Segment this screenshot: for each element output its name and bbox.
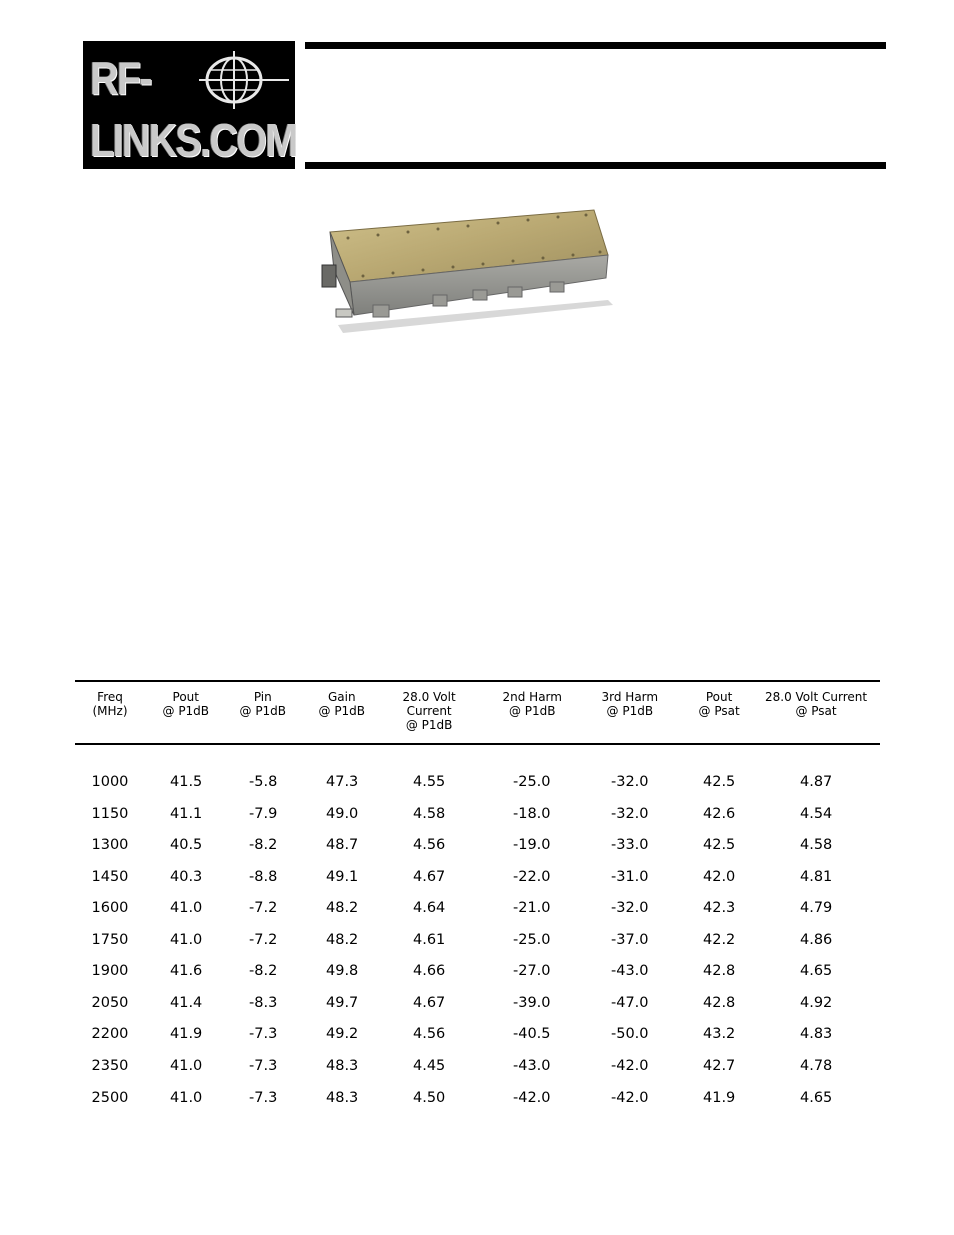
column-header-2nd-harm-p1db — [503, 690, 562, 718]
column-header-line: @ P1dB — [318, 704, 366, 718]
cell-current-psat: 4.58 — [800, 837, 833, 854]
column-header-line: (MHz) — [92, 704, 128, 718]
amplifier-module-photo — [318, 205, 618, 340]
logo-text-line1: RF- — [90, 52, 151, 104]
column-header-pout-psat — [699, 690, 740, 718]
cell-3rd-harm-p1db: -31.0 — [611, 868, 649, 885]
cell-pin-p1db: -7.2 — [249, 900, 278, 917]
cell-gain-p1db: 48.7 — [326, 837, 359, 854]
column-header-line: 2nd Harm — [502, 690, 562, 704]
cell-2nd-harm-p1db: -43.0 — [513, 1057, 551, 1074]
cell-gain-p1db: 49.2 — [326, 1026, 359, 1043]
cell-current-p1db: 4.55 — [413, 774, 446, 790]
cell-2nd-harm-p1db: -25.0 — [513, 931, 551, 948]
cell-pout-p1db: 41.5 — [170, 774, 203, 790]
cell-2nd-harm-p1db: -27.0 — [513, 963, 551, 980]
cell-freq: 2200 — [91, 1026, 129, 1043]
cell-current-psat: 4.83 — [800, 1026, 833, 1043]
cell-3rd-harm-p1db: -47.0 — [611, 994, 649, 1011]
cell-current-psat: 4.81 — [800, 868, 833, 885]
column-header-current-p1db — [403, 690, 456, 732]
cell-pout-p1db: 41.4 — [170, 994, 203, 1011]
cell-gain-p1db: 49.0 — [326, 805, 359, 822]
cell-3rd-harm-p1db: -32.0 — [611, 900, 649, 917]
cell-current-psat: 4.78 — [800, 1057, 833, 1074]
cell-pout-psat: 42.5 — [703, 774, 736, 790]
column-header-line: @ Psat — [795, 704, 837, 718]
cell-pin-p1db: -8.3 — [249, 994, 278, 1011]
cell-freq: 1750 — [91, 931, 129, 948]
cell-pout-psat: 42.8 — [703, 994, 736, 1011]
cell-pin-p1db: -7.3 — [249, 1057, 278, 1074]
cell-3rd-harm-p1db: -43.0 — [611, 963, 649, 980]
table-rule-bottom — [75, 743, 880, 745]
column-header-line: @ P1dB — [405, 718, 453, 732]
column-header-line: Freq — [97, 690, 123, 704]
cell-pin-p1db: -7.3 — [249, 1089, 278, 1106]
cell-pin-p1db: -7.9 — [249, 805, 278, 822]
cell-pin-p1db: -8.2 — [249, 963, 278, 980]
cell-freq: 1450 — [91, 868, 129, 885]
cell-current-p1db: 4.56 — [413, 837, 446, 854]
column-header-line: @ P1dB — [239, 704, 287, 718]
column-header-current-psat — [765, 690, 867, 718]
cell-current-psat: 4.86 — [800, 931, 833, 948]
cell-gain-p1db: 48.2 — [326, 900, 359, 917]
cell-current-p1db: 4.61 — [413, 931, 446, 948]
cell-2nd-harm-p1db: -25.0 — [513, 774, 551, 790]
cell-freq: 2500 — [91, 1089, 129, 1106]
cell-current-psat: 4.92 — [800, 994, 833, 1011]
cell-pout-p1db: 41.0 — [170, 1089, 203, 1106]
cell-current-p1db: 4.67 — [413, 868, 446, 885]
cell-pin-p1db: -8.8 — [249, 868, 278, 885]
cell-pout-psat: 42.5 — [703, 837, 736, 854]
column-header-line: Pin — [253, 690, 272, 704]
cell-current-p1db: 4.58 — [413, 805, 446, 822]
cell-freq: 1600 — [91, 900, 129, 917]
cell-freq: 1900 — [91, 963, 129, 980]
cell-freq: 2050 — [91, 994, 129, 1011]
column-header-line: Current — [406, 704, 452, 718]
cell-3rd-harm-p1db: -50.0 — [611, 1026, 649, 1043]
cell-gain-p1db: 47.3 — [326, 774, 359, 790]
cell-freq: 2350 — [91, 1057, 129, 1074]
column-header-line: 28.0 Volt Current — [765, 690, 868, 704]
cell-freq: 1300 — [91, 837, 129, 854]
cell-pin-p1db: -8.2 — [249, 837, 278, 854]
column-header-line: @ Psat — [698, 704, 740, 718]
cell-pout-p1db: 41.0 — [170, 1057, 203, 1074]
cell-pout-psat: 42.2 — [703, 931, 736, 948]
cell-2nd-harm-p1db: -22.0 — [513, 868, 551, 885]
cell-current-p1db: 4.56 — [413, 1026, 446, 1043]
cell-pout-p1db: 41.6 — [170, 963, 203, 980]
cell-current-p1db: 4.50 — [413, 1089, 446, 1106]
column-header-gain-p1db — [319, 690, 366, 718]
cell-3rd-harm-p1db: -42.0 — [611, 1089, 649, 1106]
cell-2nd-harm-p1db: -21.0 — [513, 900, 551, 917]
cell-gain-p1db: 49.1 — [326, 868, 359, 885]
cell-pout-p1db: 41.0 — [170, 931, 203, 948]
cell-gain-p1db: 48.3 — [326, 1089, 359, 1106]
cell-pout-psat: 42.3 — [703, 900, 736, 917]
cell-current-psat: 4.87 — [800, 774, 833, 790]
cell-pout-psat: 43.2 — [703, 1026, 736, 1043]
cell-current-psat: 4.65 — [800, 963, 833, 980]
cell-pout-psat: 42.7 — [703, 1057, 736, 1074]
column-header-line: Pout — [172, 690, 199, 704]
cell-current-p1db: 4.64 — [413, 900, 446, 917]
cell-pin-p1db: -7.2 — [249, 931, 278, 948]
cell-3rd-harm-p1db: -32.0 — [611, 774, 649, 790]
cell-pout-psat: 42.0 — [703, 868, 736, 885]
cell-pout-p1db: 40.3 — [170, 868, 203, 885]
column-header-freq — [93, 690, 128, 718]
cell-2nd-harm-p1db: -18.0 — [513, 805, 551, 822]
cell-current-psat: 4.79 — [800, 900, 833, 917]
cell-2nd-harm-p1db: -42.0 — [513, 1089, 551, 1106]
cell-2nd-harm-p1db: -39.0 — [513, 994, 551, 1011]
cell-3rd-harm-p1db: -33.0 — [611, 837, 649, 854]
cell-pout-psat: 42.8 — [703, 963, 736, 980]
cell-freq: 1000 — [91, 774, 129, 790]
cell-pout-psat: 42.6 — [703, 805, 736, 822]
column-header-line: @ P1dB — [606, 704, 654, 718]
cell-2nd-harm-p1db: -40.5 — [513, 1026, 551, 1043]
logo-text-line2: LINKS.COM — [90, 114, 297, 166]
cell-3rd-harm-p1db: -42.0 — [611, 1057, 649, 1074]
cell-gain-p1db: 48.3 — [326, 1057, 359, 1074]
cell-pout-p1db: 41.1 — [170, 805, 203, 822]
column-header-line: 28.0 Volt — [402, 690, 456, 704]
cell-gain-p1db: 48.2 — [326, 931, 359, 948]
cell-pout-p1db: 41.0 — [170, 900, 203, 917]
cell-pout-p1db: 40.5 — [170, 837, 203, 854]
table-rule-top — [75, 680, 880, 682]
column-header-line: 3rd Harm — [601, 690, 659, 704]
cell-current-p1db: 4.45 — [413, 1057, 446, 1074]
cell-pin-p1db: -7.3 — [249, 1026, 278, 1043]
cell-pout-psat: 41.9 — [703, 1089, 736, 1106]
header-bar-bottom — [305, 162, 886, 169]
column-header-line: @ P1dB — [162, 704, 210, 718]
cell-current-p1db: 4.66 — [413, 963, 446, 980]
cell-freq: 1150 — [91, 805, 129, 822]
column-header-line: Gain — [327, 690, 356, 704]
column-header-line: @ P1dB — [508, 704, 556, 718]
cell-gain-p1db: 49.8 — [326, 963, 359, 980]
column-header-3rd-harm-p1db — [602, 690, 659, 718]
cell-2nd-harm-p1db: -19.0 — [513, 837, 551, 854]
cell-pout-p1db: 41.9 — [170, 1026, 203, 1043]
cell-3rd-harm-p1db: -37.0 — [611, 931, 649, 948]
header-bar-top — [305, 42, 886, 49]
column-header-pout-p1db — [163, 690, 210, 718]
column-header-pin-p1db — [240, 690, 287, 718]
globe-icon — [171, 49, 291, 109]
cell-current-p1db: 4.67 — [413, 994, 446, 1011]
column-header-line: Pout — [705, 690, 733, 704]
cell-3rd-harm-p1db: -32.0 — [611, 805, 649, 822]
cell-gain-p1db: 49.7 — [326, 994, 359, 1011]
cell-current-psat: 4.65 — [800, 1089, 833, 1106]
cell-current-psat: 4.54 — [800, 805, 833, 822]
cell-pin-p1db: -5.8 — [249, 774, 278, 790]
company-logo — [83, 41, 295, 169]
